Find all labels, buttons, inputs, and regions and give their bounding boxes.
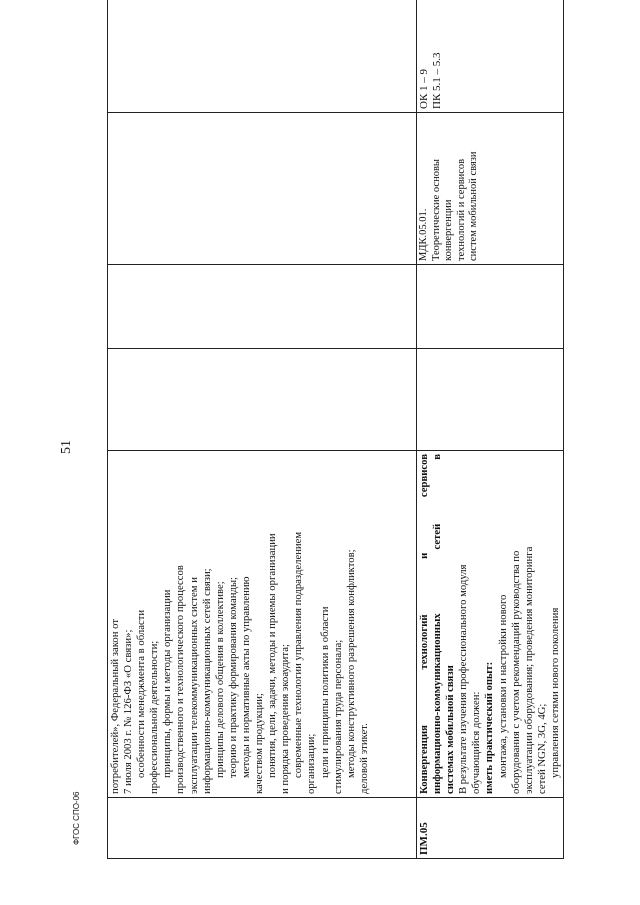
cell-code-empty xyxy=(108,798,417,859)
experience-line: монтажа, установки и настройки нового xyxy=(496,594,509,778)
experience-label: иметь практический опыт: xyxy=(483,661,496,794)
cell-mdk-empty xyxy=(108,113,417,265)
page-number: 51 xyxy=(59,440,74,454)
experience-line: управления сетями нового поколения xyxy=(548,607,561,778)
module-body-line: В результате изучения профессионального модуля xyxy=(457,564,470,794)
knowledge-line: методы и нормативные акты по управлению xyxy=(239,576,252,778)
document-footer: ФГОС СПО-06 xyxy=(72,791,81,845)
knowledge-line: производственного и технологического процессов xyxy=(174,565,187,794)
knowledge-line: информационно-коммуникационных сетей связи; xyxy=(200,568,213,794)
knowledge-line: деловой этикет. xyxy=(357,723,370,794)
cell-hours-empty-2 xyxy=(108,265,417,349)
experience-line: эксплуатации оборудования; проведения мониторинга xyxy=(522,546,535,794)
cell-competencies-empty xyxy=(108,0,417,113)
knowledge-line: 7 июля 2003 г. № 126-ФЗ «О связи»; xyxy=(122,629,135,794)
knowledge-line: и порядка проведения экоаудита; xyxy=(279,644,292,794)
knowledge-line: цели и принципы политики в области xyxy=(318,606,331,778)
module-title-line: информационно-коммуникационных сетей в xyxy=(431,454,444,794)
module-code: ПМ.05 xyxy=(417,798,564,859)
mdk-title-line: конвергенции xyxy=(443,199,454,261)
mdk-cell xyxy=(417,113,564,265)
module-title-line: Конвергенция технологий и сервисов xyxy=(418,454,430,794)
table-row-continued xyxy=(108,0,417,859)
knowledge-line: методы конструктивного разрешения конфликтов; xyxy=(344,549,357,778)
knowledge-line: особенности менеджмента в области xyxy=(135,609,148,778)
mdk-title-line: систем мобильной связи xyxy=(468,151,479,261)
knowledge-line: принципы делового общения в коллективе; xyxy=(213,581,226,778)
knowledge-line: стимулирования труда персонала; xyxy=(331,639,344,794)
knowledge-line: принципы, формы и методы организации xyxy=(161,589,174,778)
knowledge-line: понятия, цели, задачи, методы и приемы организации xyxy=(266,533,279,778)
mdk-title-line: технологий и сервисов xyxy=(455,158,467,261)
experience-line: сетей NGN, 3G, 4G; xyxy=(535,703,548,794)
knowledge-line: эксплуатации телекоммуникационных систем и xyxy=(187,577,200,794)
experience-line: оборудования с учетом рекомендаций руководства по xyxy=(509,550,522,794)
knowledge-line: профессиональной деятельности; xyxy=(148,640,161,794)
general-competencies: ОК 1 – 9 xyxy=(418,68,430,109)
knowledge-line: качеством продукции; xyxy=(253,693,266,794)
cell-hours-empty-3 xyxy=(417,349,564,451)
curriculum-table-grid xyxy=(107,0,564,859)
knowledge-line: организации; xyxy=(305,733,318,794)
knowledge-line: потребителей», Федеральный закон от xyxy=(109,619,121,794)
curriculum-table xyxy=(107,37,561,859)
competencies-cell xyxy=(417,0,564,113)
table-row-pm05 xyxy=(417,0,564,859)
module-body-line: обучающийся должен: xyxy=(470,691,483,794)
professional-competencies: ПК 5.1 – 5.3 xyxy=(431,52,443,109)
mdk-code: МДК.05.01. xyxy=(418,208,429,261)
module-title-line: системах мобильной связи xyxy=(444,665,457,794)
module-description xyxy=(417,451,564,798)
cell-continued-knowledge xyxy=(108,451,417,798)
knowledge-line: теорию и практику формирования команды; xyxy=(226,577,239,778)
cell-hours-empty-1 xyxy=(108,349,417,451)
knowledge-line: современные технологии управления подразделением xyxy=(292,531,305,778)
mdk-title-line: Теоретические основы xyxy=(430,159,442,261)
cell-hours-empty-4 xyxy=(417,265,564,349)
continued-knowledge-list xyxy=(109,454,371,794)
